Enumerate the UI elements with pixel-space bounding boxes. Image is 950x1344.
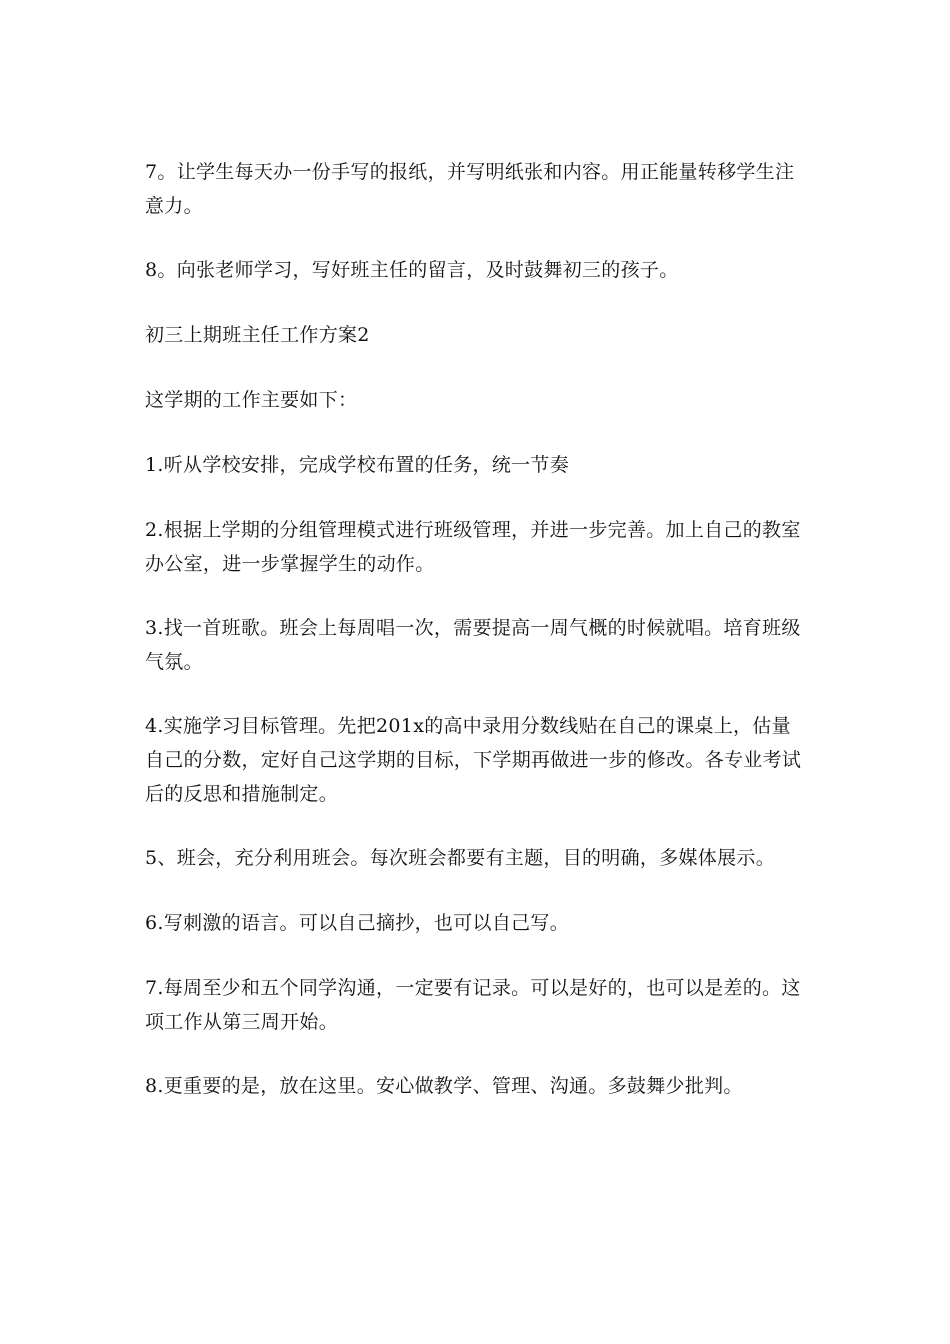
section-intro: 这学期的工作主要如下： bbox=[145, 389, 358, 411]
plan-item-8: 8.更重要的是，放在这里。安心做教学、管理、沟通。多鼓舞少批判。 bbox=[145, 1075, 743, 1097]
paragraph-item-8-message: 8。向张老师学习，写好班主任的留言，及时鼓舞初三的孩子。 bbox=[145, 259, 679, 281]
plan-item-1: 1.听从学校安排，完成学校布置的任务，统一节奏 bbox=[145, 454, 570, 476]
plan-item-7: 7.每周至少和五个同学沟通，一定要有记录。可以是好的，也可以是差的。这项工作从第三周开始。 bbox=[145, 977, 801, 1033]
plan-item-5: 5、班会，充分利用班会。每次班会都要有主题，目的明确，多媒体展示。 bbox=[145, 847, 775, 869]
plan-item-2: 2.根据上学期的分组管理模式进行班级管理，并进一步完善。加上自己的教室办公室，进一步掌握学生的动作。 bbox=[145, 519, 801, 575]
paragraph-item-7-newspaper: 7。让学生每天办一份手写的报纸，并写明纸张和内容。用正能量转移学生注意力。 bbox=[145, 161, 795, 217]
plan-item-3: 3.找一首班歌。班会上每周唱一次，需要提高一周气概的时候就唱。培育班级气氛。 bbox=[145, 617, 801, 673]
document-body bbox=[145, 155, 810, 1134]
plan-item-6: 6.写刺激的语言。可以自己摘抄，也可以自己写。 bbox=[145, 912, 570, 934]
section-heading: 初三上期班主任工作方案2 bbox=[145, 324, 370, 346]
plan-item-4: 4.实施学习目标管理。先把201x的高中录用分数线贴在自己的课桌上，估量自己的分数，定好自己这学期的目标，下学期再做进一步的修改。各专业考试后的反思和措施制定。 bbox=[145, 715, 802, 805]
